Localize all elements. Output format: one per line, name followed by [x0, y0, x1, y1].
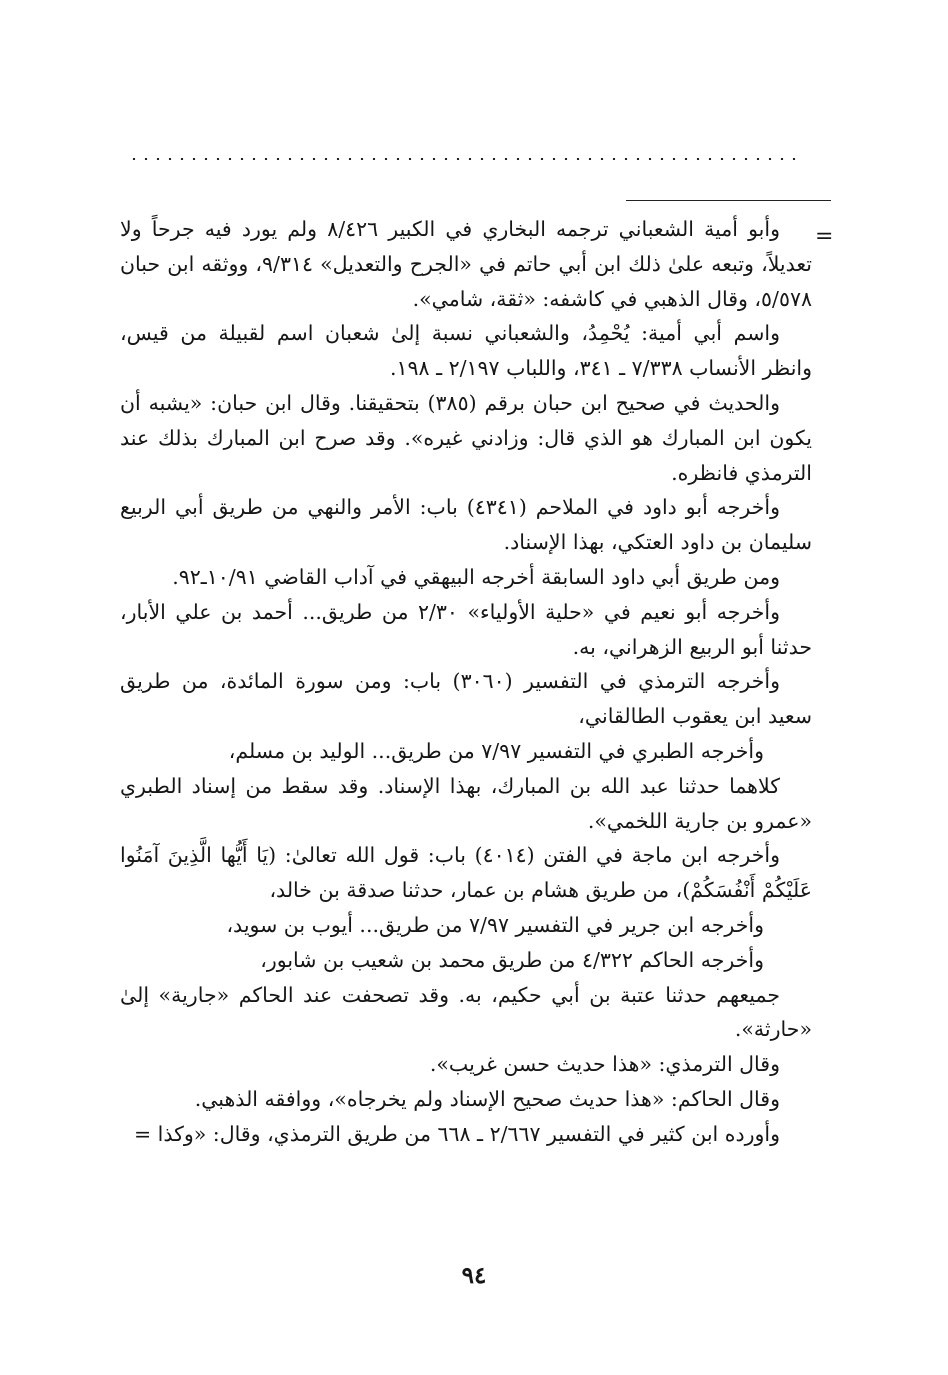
paragraph: وأخرجه أبو داود في الملاحم (٤٣٤١) باب: الأمر والنهي من طريق أبي الربيع سليمان بن داود العتكي، بهذا الإسناد. [120, 495, 812, 555]
continuation-mark: = [815, 224, 834, 249]
paragraph: وأخرجه ابن جرير في التفسير ٧/٩٧ من طريق... أيوب بن سويد، [226, 912, 764, 937]
paragraph: وأورده ابن كثير في التفسير ٢/٦٦٧ ـ ٦٦٨ من طريق الترمذي، وقال: «وكذا = [133, 1121, 780, 1146]
paragraph: وقال الحاكم: «هذا حديث صحيح الإسناد ولم يخرجاه»، ووافقه الذهبي. [194, 1086, 780, 1111]
paragraph: ومن طريق أبي داود السابقة أخرجه البيهقي في آداب القاضي ١٠/٩١ـ٩٢. [172, 564, 780, 589]
paragraph: وأخرجه ابن ماجة في الفتن (٤٠١٤) باب: قول الله تعالىٰ: (يَا أَيُّها الَّذِينَ آمَنُوا عَلَيْكُمْ أَنْفُسَكُمْ)، من طريق هشام بن عمار، حدثنا صدقة بن خالد، [120, 843, 812, 903]
dotted-separator [128, 158, 803, 160]
paragraph: وقال الترمذي: «هذا حديث حسن غريب». [429, 1052, 780, 1077]
footnote-rule [626, 200, 831, 201]
paragraph: وأبو أمية الشعباني ترجمه البخاري في الكبير ٨/٤٢٦ ولم يورد فيه جرحاً ولا تعديلاً، وتبعه علىٰ ذلك ابن أبي حاتم في «الجرح والتعديل» ٩/٣١٤، ووثقه ابن حبان ٥/٥٧٨، وقال الذهبي في كاشفه: «ثقة، شامي». [120, 217, 812, 311]
page-number: ٩٤ [461, 1262, 487, 1289]
paragraph: وأخرجه الترمذي في التفسير (٣٠٦٠) باب: ومن سورة المائدة، من طريق سعيد ابن يعقوب الطالقاني، [120, 669, 812, 729]
footnote-text [120, 212, 812, 1152]
paragraph: واسم أبي أمية: يُحْمِدُ، والشعباني نسبة إلىٰ شعبان اسم لقبيلة من قيس، وانظر الأنساب ٧/٣٣٨ ـ ٣٤١، واللباب ٢/١٩٧ ـ ١٩٨. [120, 321, 812, 381]
paragraph: والحديث في صحيح ابن حبان برقم (٣٨٥) بتحقيقنا. وقال ابن حبان: «يشبه أن يكون ابن المبارك هو الذي قال: وزادني غيره». وقد صرح ابن المبارك بذلك عند الترمذي فانظره. [120, 390, 812, 485]
paragraph: جميعهم حدثنا عتبة بن أبي حكيم، به. وقد تصحفت عند الحاكم «جارية» إلىٰ «حارثة». [120, 982, 812, 1042]
paragraph: كلاهما حدثنا عبد الله بن المبارك، بهذا الإسناد. وقد سقط من إسناد الطبري «عمرو بن جارية اللخمي». [120, 773, 812, 833]
paragraph: وأخرجه الطبري في التفسير ٧/٩٧ من طريق... الوليد بن مسلم، [228, 738, 764, 763]
paragraph: وأخرجه أبو نعيم في «حلية الأولياء» ٢/٣٠ من طريق... أحمد بن علي الأبار، حدثنا أبو الربيع الزهراني، به. [120, 599, 812, 659]
paragraph: وأخرجه الحاكم ٤/٣٢٢ من طريق محمد بن شعيب بن شابور، [260, 947, 764, 972]
